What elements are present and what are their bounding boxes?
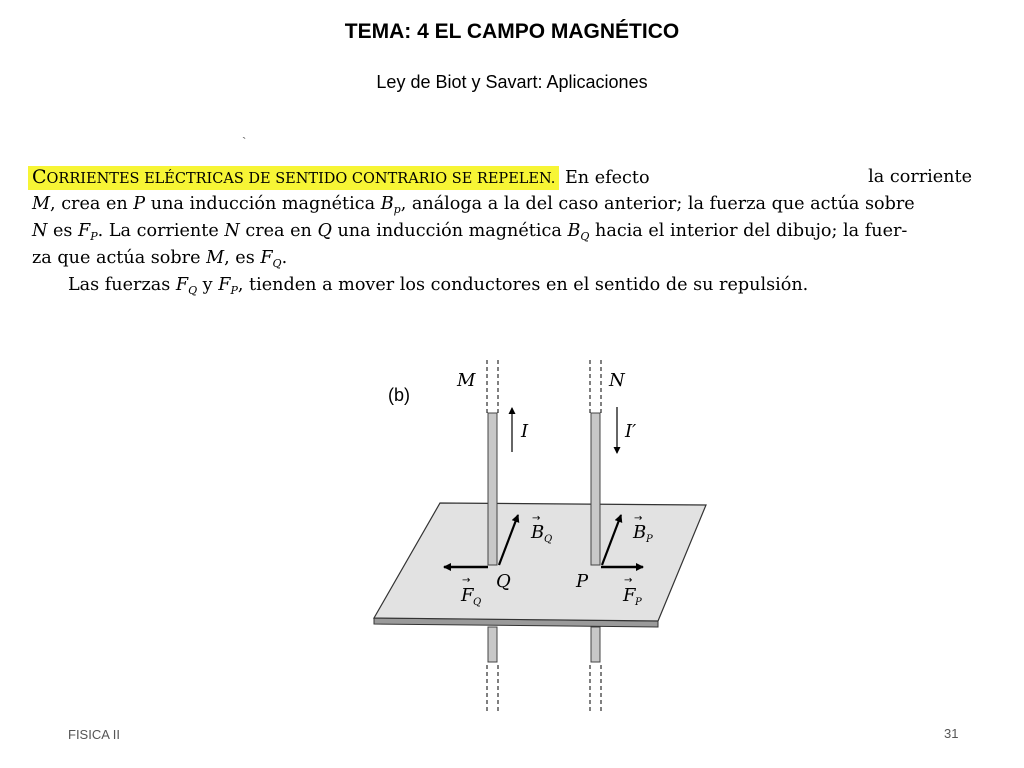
current-label-left: I [521, 421, 529, 442]
bp-arrow-mark: → [634, 513, 643, 524]
bp-label: B [633, 522, 647, 543]
fq-sub: Q [473, 597, 482, 608]
panel-label: (b) [388, 385, 410, 405]
text-line-2: M, crea en P una inducción magnética $B_p$, análoga a la del caso anterior; la fuerza que actúa sobre [32, 194, 915, 216]
line-1-right: la corriente [868, 167, 972, 187]
slide-title: TEMA: 4 EL CAMPO MAGNÉTICO [344, 20, 680, 43]
line-1-left: CORRIENTES ELÉCTRICAS DE SENTIDO CONTRARIO SE REPELEN. En efecto [32, 164, 650, 191]
conductor-n [591, 413, 600, 565]
highlighted-phrase: CORRIENTES ELÉCTRICAS DE SENTIDO CONTRARIO SE REPELEN. [28, 166, 559, 190]
footer-course: FISICA II [68, 727, 121, 742]
slide-subtitle: Ley de Biot y Savart: Aplicaciones [376, 72, 648, 92]
fq-label: F [461, 585, 474, 606]
text-line-4: za que actúa sobre M, es $F_Q$. [32, 248, 288, 270]
point-p-label: P [576, 571, 589, 592]
page-number: 31 [944, 726, 959, 741]
bp-sub: P [646, 534, 653, 545]
conductor-m [488, 413, 497, 565]
point-q-label: Q [496, 571, 511, 592]
body-text [32, 164, 972, 299]
fp-arrow-mark: → [624, 575, 633, 586]
text-line-3: N es $F_P$. La corriente N crea en Q una inducción magnética $B_Q$ hacia el interior del dibujo; la fuer- [32, 221, 908, 243]
bq-arrow-mark: → [532, 513, 541, 524]
bq-sub: Q [544, 534, 553, 545]
current-label-right: I′ [625, 421, 637, 442]
text-line-5: Las fuerzas $F_Q$ y $F_P$, tienden a mover los conductores en el sentido de su repulsión. [68, 275, 809, 297]
conductors-figure [360, 355, 720, 715]
fp-label: F [623, 585, 636, 606]
fp-sub: P [635, 597, 642, 608]
label-n: N [609, 370, 625, 391]
label-m: M [457, 370, 476, 391]
scan-mark: ` [242, 134, 247, 149]
bq-label: B [531, 522, 545, 543]
conductor-n-lower [591, 627, 600, 662]
conductor-m-lower [488, 627, 497, 662]
fq-arrow-mark: → [462, 575, 471, 586]
text-line-1 [32, 164, 972, 191]
